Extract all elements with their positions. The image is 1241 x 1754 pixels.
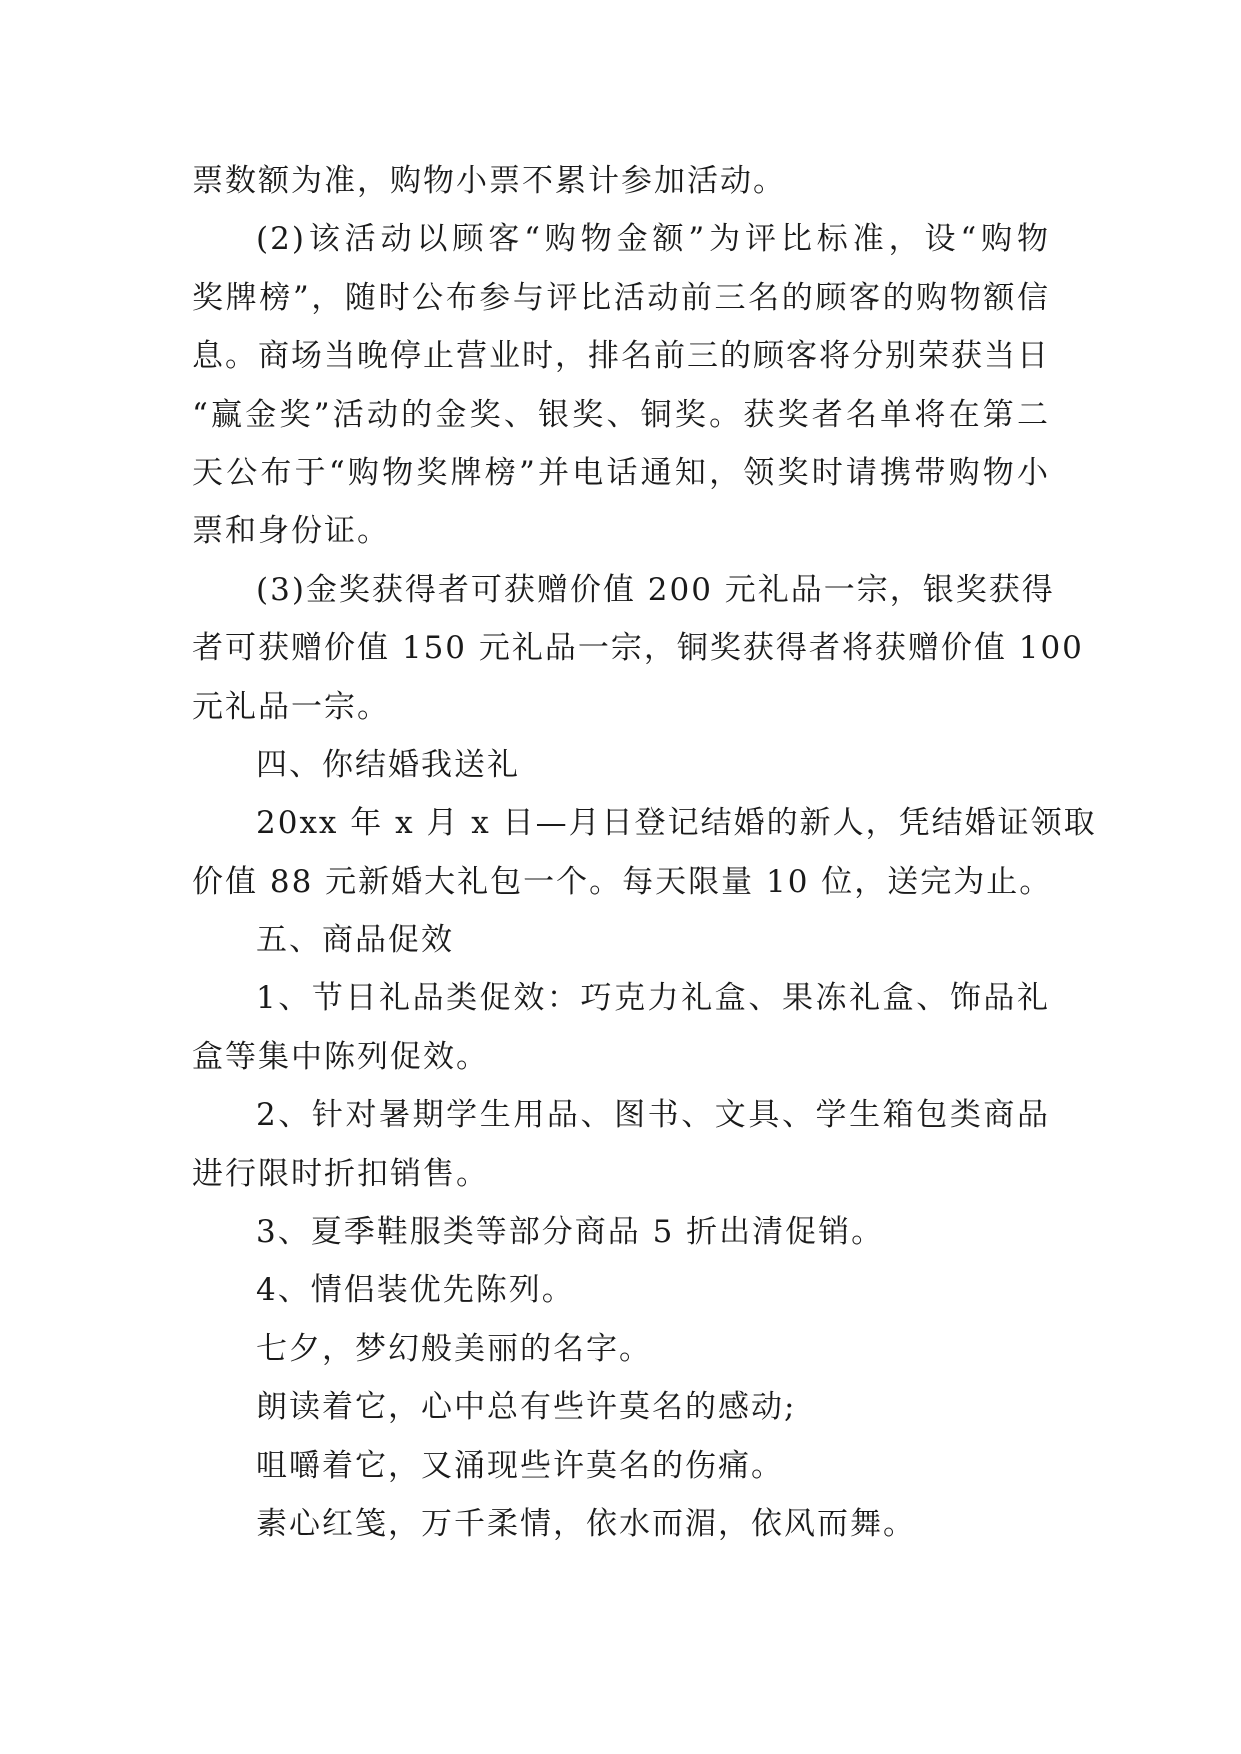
- section-heading: 五、商品促效: [256, 922, 454, 959]
- text-line: “赢金奖”活动的金奖、银奖、铜奖。获奖者名单将在第二: [192, 396, 1050, 433]
- text-line: 咀嚼着它，又涌现些许莫名的伤痛。: [256, 1447, 784, 1484]
- text-line: 20xx 年 x 月 x 日—月日登记结婚的新人，凭结婚证领取: [256, 805, 1097, 842]
- text-line: 4、情侣装优先陈列。: [256, 1272, 575, 1309]
- text-line: 七夕，梦幻般美丽的名字。: [256, 1330, 652, 1367]
- text-line: 1、节日礼品类促效：巧克力礼盒、果冻礼盒、饰品礼: [256, 980, 1050, 1017]
- text-line: 盒等集中陈列促效。: [192, 1038, 489, 1075]
- text-line: 素心红笺，万千柔情，依水而湄，依风而舞。: [256, 1505, 916, 1542]
- text-line: 息。商场当晚停止营业时，排名前三的顾客将分别荣获当日: [192, 338, 1050, 375]
- section-heading: 四、你结婚我送礼: [256, 746, 520, 783]
- text-line: 奖牌榜”，随时公布参与评比活动前三名的顾客的购物额信: [192, 279, 1050, 316]
- text-line: 3、夏季鞋服类等部分商品 5 折出清促销。: [256, 1214, 885, 1251]
- text-line: 朗读着它，心中总有些许莫名的感动;: [256, 1389, 797, 1426]
- text-line: 票数额为准，购物小票不累计参加活动。: [192, 163, 786, 199]
- text-line: 进行限时折扣销售。: [192, 1155, 489, 1192]
- text-line: (3)金奖获得者可获赠价值 200 元礼品一宗，银奖获得: [256, 571, 1055, 608]
- text-line: 2、针对暑期学生用品、图书、文具、学生箱包类商品: [256, 1097, 1050, 1134]
- text-line: (2)该活动以顾客“购物金额”为评比标准，设“购物: [256, 221, 1050, 258]
- text-line: 元礼品一宗。: [192, 688, 390, 725]
- text-line: 天公布于“购物奖牌榜”并电话通知，领奖时请携带购物小: [192, 454, 1050, 491]
- text-line: 票和身份证。: [192, 513, 390, 550]
- document-body: [192, 152, 1097, 1553]
- text-line: 者可获赠价值 150 元礼品一宗，铜奖获得者将获赠价值 100: [192, 630, 1084, 667]
- text-line: 价值 88 元新婚大礼包一个。每天限量 10 位，送完为止。: [192, 863, 1053, 900]
